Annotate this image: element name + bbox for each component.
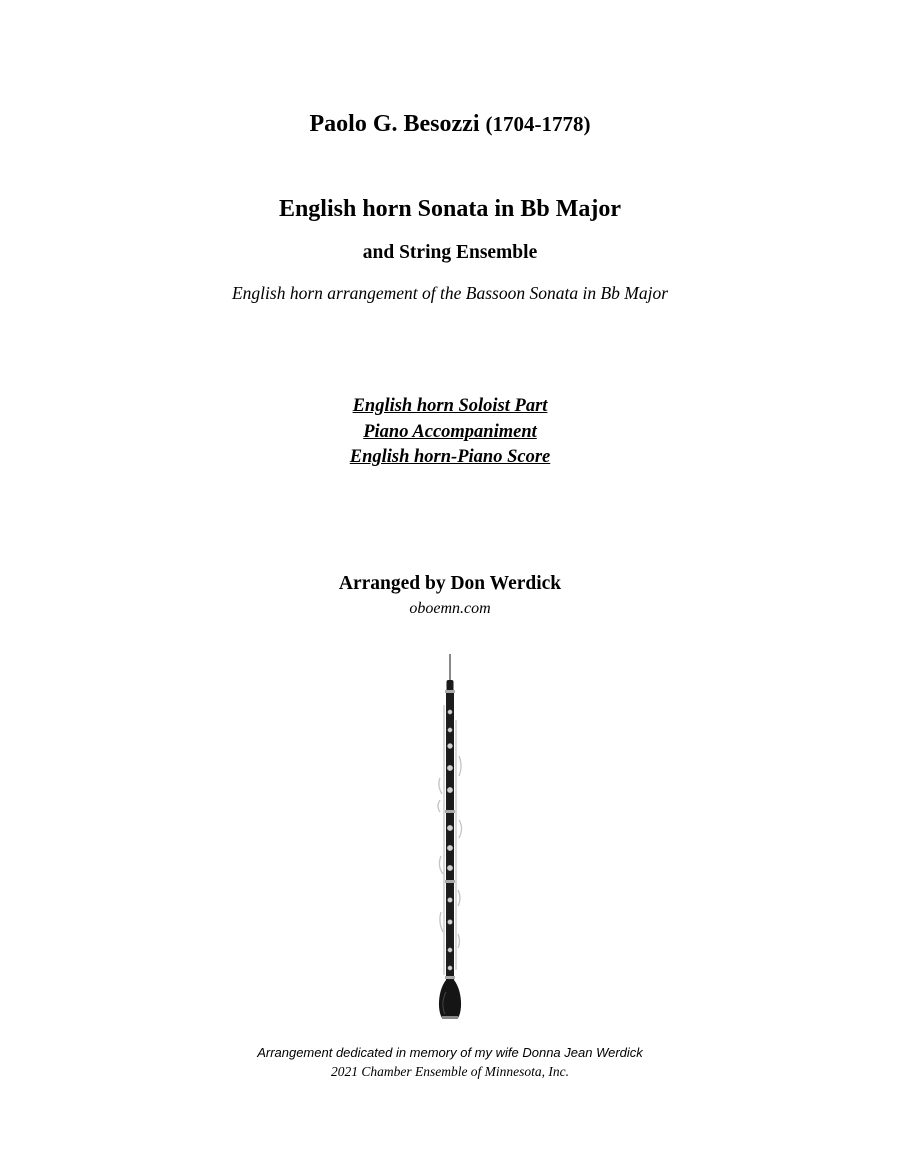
dedication-text: Arrangement dedicated in memory of my wife Donna Jean Werdick [257, 1045, 643, 1060]
page-title: English horn Sonata in Bb Major [278, 196, 622, 222]
parts-list [0, 394, 900, 471]
english-horn-icon [420, 650, 480, 1025]
copyright-text: 2021 Chamber Ensemble of Minnesota, Inc. [330, 1064, 570, 1079]
arrangement-description: English horn arrangement of the Bassoon Sonata in Bb Major [231, 283, 669, 303]
page-subtitle: and String Ensemble [362, 242, 538, 263]
website-text: oboemn.com [409, 600, 491, 617]
composer-dates: (1704-1778) [485, 112, 591, 136]
arranger-credit: Arranged by Don Werdick [338, 573, 562, 594]
composer-line [0, 111, 900, 138]
part-item-piano: Piano Accompaniment [363, 421, 537, 442]
part-item-soloist: English horn Soloist Part [352, 396, 548, 416]
composer-name: Paolo G. Besozzi [309, 111, 480, 137]
part-item-score: English horn-Piano Score [349, 447, 551, 467]
